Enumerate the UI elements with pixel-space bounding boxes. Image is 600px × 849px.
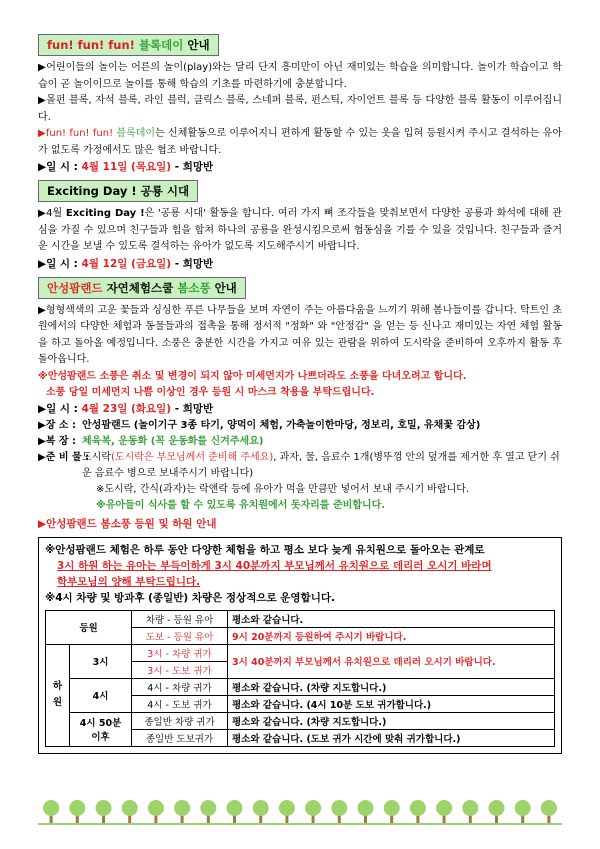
section-title-block-day — [38, 34, 219, 56]
table-cell: 4시 - 도보 귀가 — [132, 695, 228, 712]
tree-icon — [200, 800, 216, 823]
box-text: ※4시 차량 및 방과후 (종일반) 차량은 정상적으로 운영합니다. — [45, 591, 335, 604]
warning-text: 소풍 당일 미세먼지 나쁨 이상인 경우 등원 시 마스크 착용을 부탁드립니다. — [46, 386, 375, 398]
tree-icon — [541, 800, 557, 823]
section-heading-pickup: ▶안성팜랜드 봄소풍 등원 및 하원 안내 — [38, 517, 217, 530]
table-cell: 평소와 같습니다. — [228, 610, 555, 627]
tree-icon — [279, 800, 295, 823]
note: ※유아들이 식사를 할 수 있도록 유치원에서 돗자리를 준비합니다. — [96, 499, 386, 511]
text: 는 신체활동으로 이루어지니 편하게 활동할 수 있는 옷을 입혀 등원시켜 주시고 결석하는 유아가 없도록 가정에서도 많은 협조 바랍니다. — [38, 128, 562, 156]
table-cell: 종일반 차량 귀가 — [132, 712, 228, 729]
tree-icon — [305, 800, 321, 823]
dress-value: 체육복, 운동화 (꼭 운동화를 신겨주세요) — [82, 435, 264, 447]
dress-row — [38, 434, 562, 450]
title-black-text: 안내 — [187, 38, 210, 52]
text: , 과자, 물, 음료수 1개(병뚜껑 안의 덮개를 제거한 후 열고 닫기 쉬운 음료수 병으로 보내주시기 바랍니다) — [82, 451, 560, 479]
table-cell: 3시 40분까지 부모님께서 유치원으로 데리러 오시기 바랍니다. — [228, 644, 555, 678]
table-cell: 4시 50분 이후 — [70, 712, 132, 746]
tree-icon — [253, 800, 269, 823]
table-cell: 평소와 같습니다. (도보 귀가 시간에 맞춰 귀가합니다.) — [228, 729, 555, 746]
date-value: 4월 11일 (목요일) — [81, 161, 172, 173]
tree-icon — [69, 800, 85, 823]
table-row — [46, 678, 555, 695]
tree-icon — [331, 800, 347, 823]
date-value: 4월 12일 (금요일) — [81, 257, 172, 270]
document-page — [38, 34, 562, 754]
red-text: (도시락은 부모님께서 준비해 주세요) — [110, 451, 274, 463]
box-text-red: 3시 하원 하는 유아는 부득이하게 3시 40분까지 부모님께서 유치원으로 데리러 오시기 바라며 — [57, 559, 492, 572]
schedule-table — [45, 610, 555, 747]
title-black-text: 자연체험스쿨 — [106, 280, 174, 295]
section-title-picnic — [38, 277, 246, 299]
label: ▶준 비 물 : — [38, 451, 90, 463]
warning-text: ※안성팜랜드 소풍은 취소 및 변경이 되지 않아 미세먼지가 나쁘더라도 소풍을 다녀오려고 합니다. — [38, 370, 467, 382]
label: ▶장 소 : — [38, 419, 76, 431]
table-cell: 9시 20분까지 등원하여 주시기 바랍니다. — [228, 627, 555, 644]
class-name: - 희망반 — [174, 257, 214, 270]
table-cell: 4시 — [70, 678, 132, 712]
text: 도시락 — [82, 451, 111, 463]
table-row — [46, 712, 555, 729]
supplies-value — [82, 450, 562, 514]
tree-icon — [384, 800, 400, 823]
table-cell: 4시 - 차량 귀가 — [132, 678, 228, 695]
tree-icon — [410, 800, 426, 823]
supplies-row — [38, 450, 562, 514]
class-name: - 희망반 — [174, 161, 214, 173]
paragraph: ▶어린이들의 놀이는 어른의 놀이(play)와는 달리 단지 흥미만이 아닌 재미있는 학습을 의미합니다. 놀이가 학습이고 학습이 곧 놀이이므로 놀이를 통해 학습의 기초를 마련하기에 충분합니다. — [38, 62, 562, 90]
title-rest-text: 공룡 시대 — [140, 184, 190, 198]
box-text: ※안성팜랜드 체험은 하루 동안 다양한 체험을 하고 평소 보다 늦게 유치원으로 돌아오는 관계로 — [45, 543, 485, 556]
class-name: - 희망반 — [174, 402, 214, 415]
label: ▶복 장 : — [38, 435, 76, 447]
box-text-red: 학부모님의 양해 부탁드립니다. — [57, 575, 201, 588]
tree-icon — [148, 800, 164, 823]
pickup-info-box — [38, 537, 562, 754]
green-text: 블록데이 — [116, 128, 156, 139]
tree-icon — [358, 800, 374, 823]
date-row — [38, 159, 562, 176]
ground-line — [38, 823, 562, 825]
bold-text: Exciting Day ! — [65, 208, 145, 219]
tree-icon — [462, 800, 478, 823]
place-row — [38, 418, 562, 434]
tree-icon — [43, 800, 59, 823]
tree-icon — [489, 800, 505, 823]
text: ▶4월 — [38, 208, 63, 219]
title-end-text: 안내 — [214, 280, 237, 295]
table-cell: 평소와 같습니다. (차량 지도합니다.) — [228, 712, 555, 729]
title-green-text: 봄소풍 — [177, 280, 211, 295]
tree-icon-row — [38, 800, 562, 825]
table-cell: 3시 - 도보 귀가 — [132, 661, 228, 678]
text: 은 '공룡 시대' 활동을 합니다. 여러 가지 뼈 조각들을 맞춰보면서 다양한 공룡과 화석에 대해 관심을 가질 수 있으며 친구들과 힘을 합쳐 하나의 공룡을 완성시킴으로써 협동심을 기를 수 있을 것입니다. 친구들과 즐거운 시간을 보낼 수 있도록 결석하는 유아가 없도록 지도해주시기 바랍니다. — [38, 208, 562, 252]
paragraph — [38, 126, 562, 159]
note: ※도시락, 간식(과자)는 락앤락 등에 유아가 먹을 만큼만 넣어서 보내 주시기 바랍니다. — [96, 483, 470, 495]
paragraph — [38, 206, 562, 256]
title-red-text: 안성팜랜드 — [47, 280, 103, 295]
paragraph: ▶형형색색의 고운 꽃들과 싱싱한 푸른 나무들을 보며 자연이 주는 아름다움을 느끼기 위해 봄나들이를 갑니다. 탁트인 초원에서의 다양한 체험과 동물들과의 접촉을 통해 정서적 "정화" 와 "안정감" 을 얻는 등 신나고 재미있는 자연 체험 활동을 하고 돌아올 예정입니다. 소풍은 충분한 시간을 가지고 여유 있는 관람을 위하여 도시락을 준비하여 오후까지 활동 후 돌아옵니다. — [38, 304, 562, 365]
tree-icon — [227, 800, 243, 823]
title-green-text: 블록데이 — [138, 38, 184, 52]
label: ▶일 시 : — [38, 161, 78, 173]
title-red-text: fun! fun! fun! — [47, 38, 135, 52]
table-cell: 3시 — [70, 644, 132, 678]
table-cell: 3시 - 차량 귀가 — [132, 644, 228, 661]
tree-border — [38, 796, 562, 826]
tree-icon — [436, 800, 452, 823]
place-value: 안성팜랜드 (놀이기구 3종 타기, 양먹이 체험, 가축놀이한마당, 정보리, 호밀, 유채꽃 감상) — [82, 419, 481, 431]
table-cell: 하원 — [46, 644, 70, 746]
table-cell: 등원 — [46, 610, 132, 644]
table-row — [46, 610, 555, 627]
section-title-exciting-day — [38, 180, 198, 202]
tree-icon — [122, 800, 138, 823]
tree-icon — [96, 800, 112, 823]
label: ▶일 시 : — [38, 402, 78, 415]
table-cell: 차량 - 등원 유아 — [132, 610, 228, 627]
tree-icon — [174, 800, 190, 823]
table-cell: 평소와 같습니다. (차량 지도합니다.) — [228, 678, 555, 695]
table-cell: 도보 - 등원 유아 — [132, 627, 228, 644]
paragraph: ▶몰펀 블록, 자석 블록, 라인 블럭, 클릭스 블록, 스네퍼 블록, 펀스틱, 자이언트 블록 등 다양한 블록 활동이 이루어집니다. — [38, 95, 562, 123]
title-text: Exciting Day ! — [47, 184, 137, 198]
table-cell: 종일반 도보귀가 — [132, 729, 228, 746]
date-row — [38, 256, 562, 273]
tree-icon — [515, 800, 531, 823]
date-value: 4월 23일 (화요일) — [81, 402, 172, 415]
label: ▶일 시 : — [38, 257, 78, 270]
red-text: ▶fun! fun! fun! — [38, 128, 114, 139]
date-row — [38, 401, 562, 418]
table-row — [46, 644, 555, 661]
table-cell: 평소와 같습니다. (4시 10분 도보 귀가합니다.) — [228, 695, 555, 712]
